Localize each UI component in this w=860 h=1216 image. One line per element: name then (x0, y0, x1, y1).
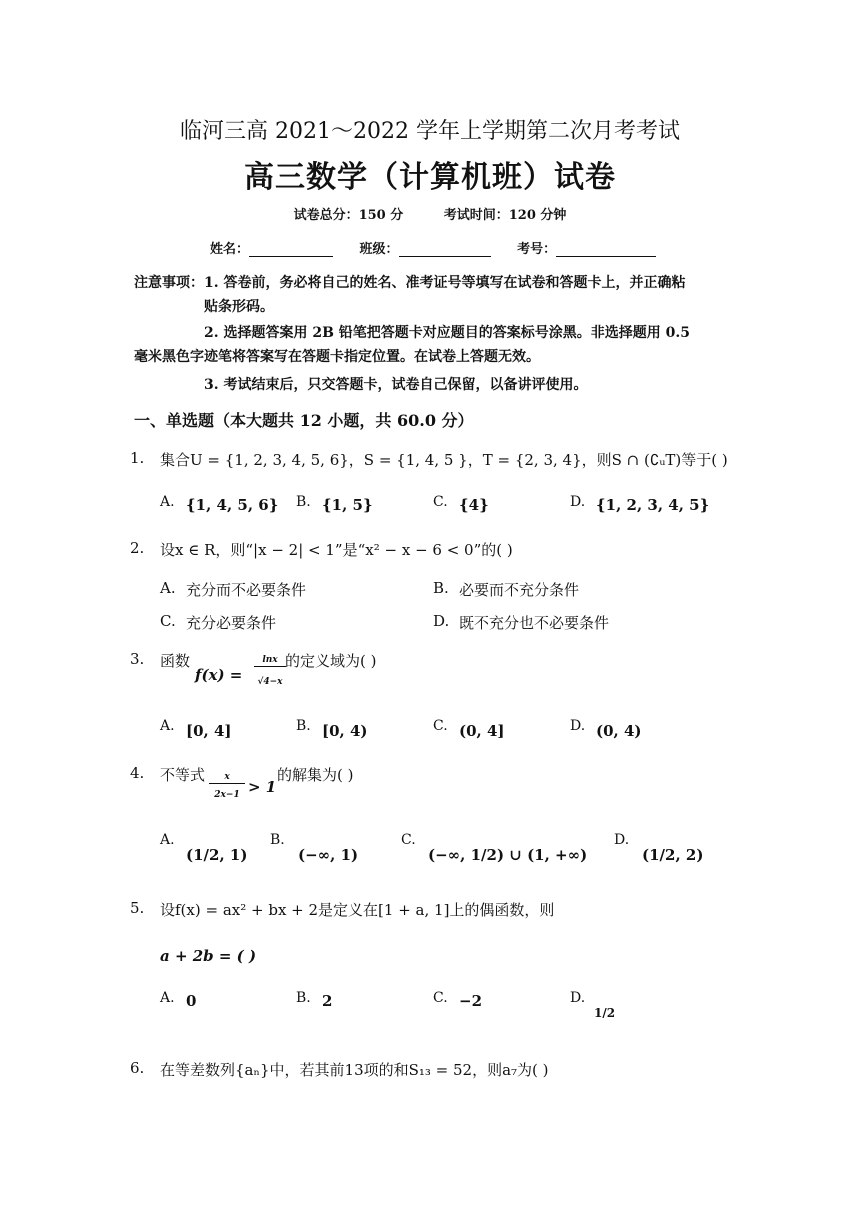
notice-label-line (134, 272, 686, 292)
question-3-stem-prefix: 函数 (160, 652, 191, 670)
question-2-number: 2. (130, 539, 145, 557)
question-3-fraction-numerator: lnx (254, 655, 286, 667)
section-heading: 一、单选题（本大题共 12 小题，共 60.0 分） (134, 411, 474, 430)
q2-option-a-label: A. (160, 579, 176, 597)
q1-option-d: {1, 2, 3, 4, 5} (596, 496, 710, 514)
q3-option-d-label: D. (570, 718, 586, 734)
exam-paper-title: 高三数学（计算机班）试卷 (244, 160, 616, 195)
notice-item-3: 3. 考试结束后，只交答题卡，试卷自己保留，以备讲评使用。 (204, 377, 588, 393)
notice-item-2b: 毫米黑色字迹笔将答案写在答题卡指定位置。在试卷上答题无效。 (134, 349, 540, 365)
question-6-stem: 在等差数列{aₙ}中，若其前13项的和S₁₃ = 52，则a₇为( ) (160, 1061, 549, 1079)
total-score: 试卷总分：150 分 (293, 208, 404, 223)
q3-option-a: [0, 4] (186, 722, 232, 740)
q5-option-c: −2 (459, 992, 483, 1010)
exam-school-title: 临河三高 2021～2022 学年上学期第二次月考考试 (180, 119, 680, 144)
notice-item-1a: 1. 答卷前，务必将自己的姓名、准考证号等填写在试卷和答题卡上，并正确粘 (204, 275, 686, 291)
question-3-fraction-denominator: √4−x (257, 677, 283, 687)
question-3-stem-suffix: 的定义域为( ) (285, 652, 377, 670)
question-5-stem-line2: a + 2b = ( ) (160, 947, 257, 965)
notice-item-2a: 2. 选择题答案用 2B 铅笔把答题卡对应题目的答案标号涂黑。非选择题用 0.5 (204, 325, 691, 341)
question-1-stem: 集合U = {1, 2, 3, 4, 5, 6}，S = {1, 4, 5 }，T = {2, 3, 4}，则S ∩ (∁ᵤT)等于( ) (160, 451, 728, 469)
q3-option-b: [0, 4) (322, 722, 368, 740)
q2-option-d: 既不充分也不必要条件 (459, 614, 610, 632)
q5-option-b: 2 (322, 992, 333, 1010)
q4-option-d: (1/2, 2) (642, 846, 704, 864)
q5-option-d: 1/2 (594, 1006, 616, 1020)
question-5-stem: 设f(x) = ax² + bx + 2是定义在[1 + a, 1]上的偶函数，则 (160, 901, 555, 919)
q1-option-b: {1, 5} (322, 496, 373, 514)
notice-label: 注意事项： (134, 275, 204, 291)
q5-option-a-label: A. (160, 990, 175, 1006)
class-label: 班级： (359, 242, 399, 257)
question-4-fraction-numerator: x (209, 772, 245, 784)
question-4-inequality: > 1 (248, 778, 277, 796)
question-4-stem-suffix: 的解集为( ) (277, 766, 354, 784)
q4-option-a: (1/2, 1) (186, 846, 248, 864)
q4-option-b: (−∞, 1) (298, 846, 359, 864)
q2-option-d-label: D. (433, 612, 450, 630)
name-blank (249, 242, 333, 257)
q1-option-c-label: C. (433, 494, 448, 510)
q1-option-a: {1, 4, 5, 6} (186, 496, 279, 514)
question-4-fraction-denominator: 2x−1 (214, 790, 240, 800)
student-info-line (210, 238, 656, 257)
q2-option-b: 必要而不充分条件 (459, 581, 580, 599)
class-blank (399, 242, 491, 257)
question-4-number: 4. (130, 764, 145, 782)
q3-option-c-label: C. (433, 718, 448, 734)
q4-option-c: (−∞, 1/2) ∪ (1, +∞) (428, 846, 588, 864)
q4-option-c-label: C. (401, 832, 416, 848)
notice-item-1b: 贴条形码。 (204, 299, 274, 315)
q5-option-a: 0 (186, 992, 197, 1010)
question-4-stem-prefix: 不等式 (160, 766, 206, 784)
q3-option-b-label: B. (296, 718, 311, 734)
q3-option-a-label: A. (160, 718, 175, 734)
exam-time: 考试时间：120 分钟 (443, 208, 567, 223)
question-2-stem: 设x ∈ R，则“|x − 2| < 1”是“x² − x − 6 < 0”的( ) (160, 541, 513, 559)
q1-option-a-label: A. (160, 494, 175, 510)
q1-option-d-label: D. (570, 494, 586, 510)
question-3-number: 3. (130, 650, 145, 668)
q1-option-c: {4} (459, 496, 489, 514)
question-3-function: f(x) = (195, 666, 243, 684)
q5-option-b-label: B. (296, 990, 311, 1006)
exam-meta (0, 204, 860, 223)
name-label: 姓名： (210, 242, 250, 257)
question-5-number: 5. (130, 899, 145, 917)
q4-option-a-label: A. (160, 832, 175, 848)
q2-option-c-label: C. (160, 612, 176, 630)
q5-option-d-label: D. (570, 990, 586, 1006)
q2-option-a: 充分而不必要条件 (186, 581, 307, 599)
q3-option-c: (0, 4] (459, 722, 505, 740)
q2-option-b-label: B. (433, 579, 449, 597)
q2-option-c: 充分必要条件 (186, 614, 277, 632)
number-blank (556, 242, 656, 257)
question-1-number: 1. (130, 449, 145, 467)
q4-option-b-label: B. (270, 832, 285, 848)
question-6-number: 6. (130, 1059, 145, 1077)
q4-option-d-label: D. (614, 832, 630, 848)
number-label: 考号： (517, 242, 557, 257)
q3-option-d: (0, 4) (596, 722, 642, 740)
q5-option-c-label: C. (433, 990, 448, 1006)
q1-option-b-label: B. (296, 494, 311, 510)
